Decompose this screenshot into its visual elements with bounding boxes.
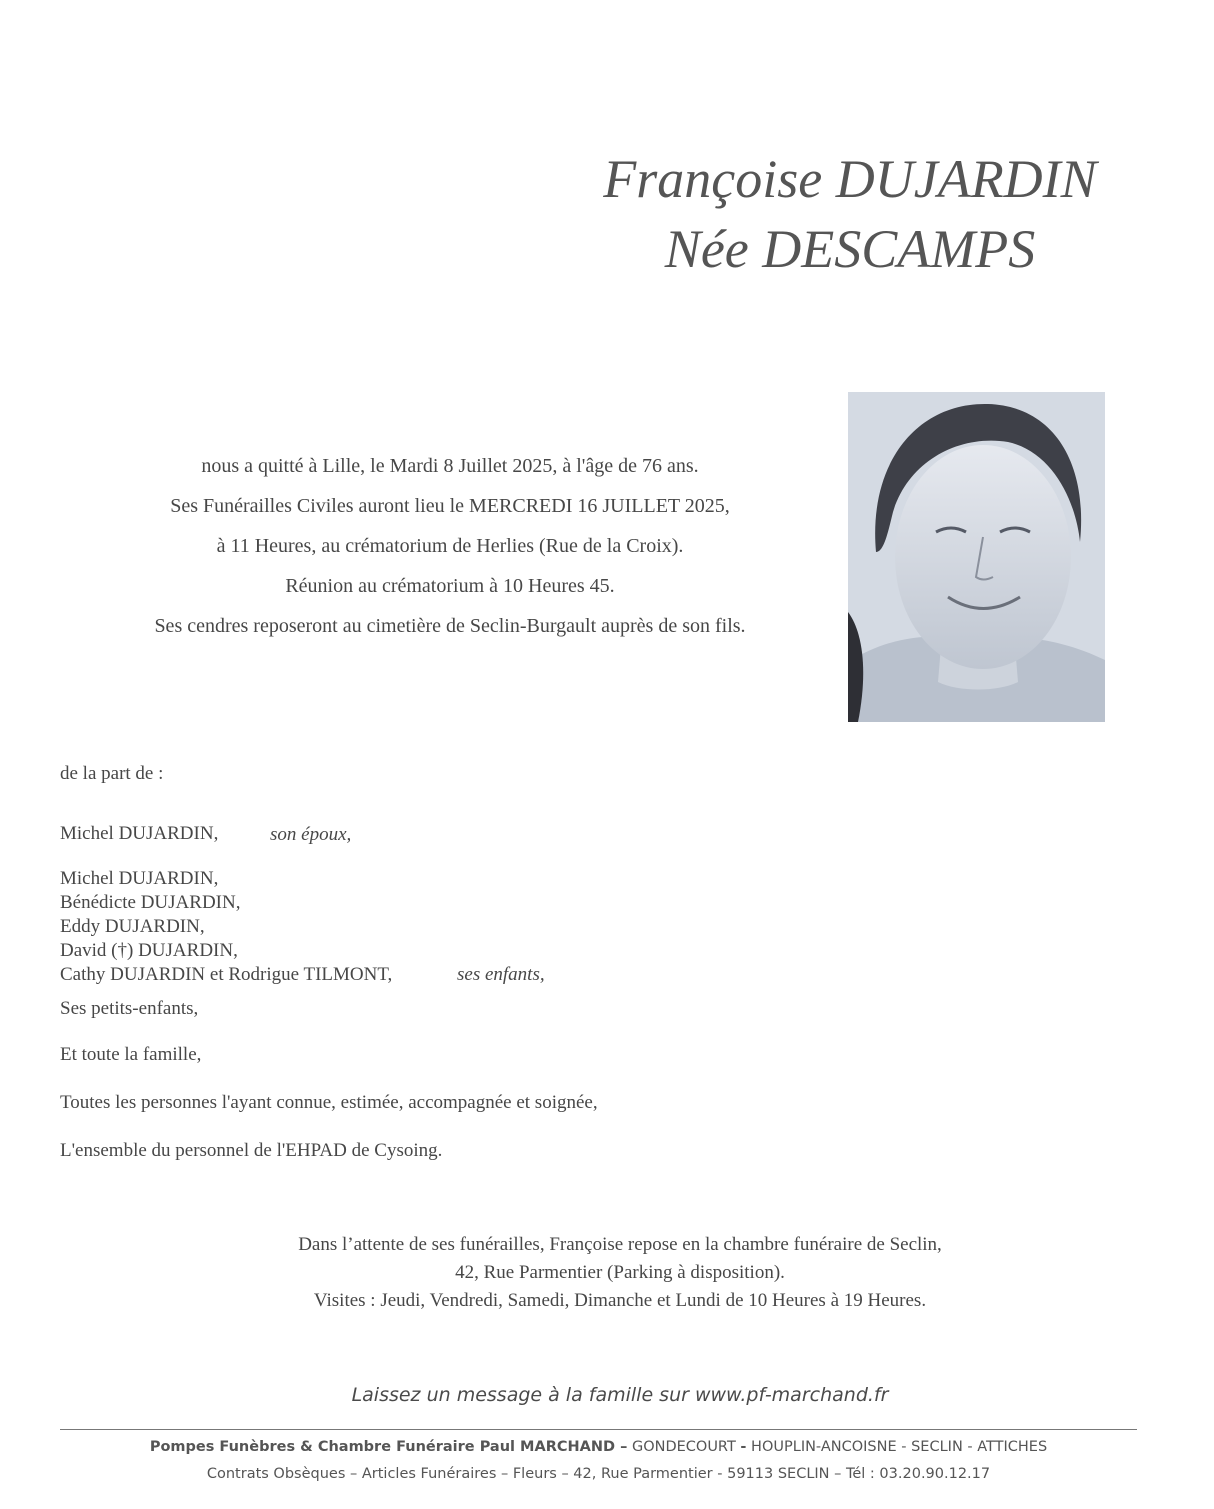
maiden-name: Née DESCAMPS bbox=[664, 219, 1036, 279]
footer-company-line bbox=[60, 1434, 1137, 1460]
portrait-photo bbox=[848, 392, 1105, 722]
locations-separator: - bbox=[740, 1439, 747, 1455]
acquaintances: Toutes les personnes l'ayant connue, estimée, accompagnée et soignée, bbox=[60, 1092, 598, 1113]
announcement-line: à 11 Heures, au crématorium de Herlies (Rue de la Croix). bbox=[216, 535, 684, 557]
condolence-message: Laissez un message à la famille sur www.pf-marchand.fr bbox=[351, 1384, 889, 1406]
footer-divider bbox=[60, 1429, 1137, 1430]
child-name: David (†) DUJARDIN, bbox=[60, 940, 238, 961]
announcement-line: Ses Funérailles Civiles auront lieu le MERCREDI 16 JUILLET 2025, bbox=[170, 495, 730, 517]
spouse-relation: son époux, bbox=[270, 824, 352, 845]
locations-part2: HOUPLIN-ANCOISNE - SECLIN - ATTICHES bbox=[746, 1439, 1048, 1455]
locations-part1: GONDECOURT bbox=[627, 1439, 741, 1455]
wake-line: Visites : Jeudi, Vendredi, Samedi, Dimanche et Lundi de 10 Heures à 19 Heures. bbox=[313, 1290, 927, 1311]
announcement-block bbox=[90, 446, 810, 646]
children-list bbox=[60, 867, 392, 987]
announcement-line: Réunion au crématorium à 10 Heures 45. bbox=[285, 575, 615, 597]
child-name: Bénédicte DUJARDIN, bbox=[60, 892, 241, 913]
wake-line: 42, Rue Parmentier (Parking à disposition). bbox=[455, 1262, 785, 1283]
grandchildren: Ses petits-enfants, bbox=[60, 998, 199, 1019]
portrait-illustration bbox=[848, 392, 1105, 722]
wake-line: Dans l’attente de ses funérailles, Françoise repose en la chambre funéraire de Seclin, bbox=[298, 1234, 942, 1255]
spouse-name: Michel DUJARDIN, bbox=[60, 823, 219, 844]
company-name: Pompes Funèbres & Chambre Funéraire Paul MARCHAND – bbox=[149, 1439, 628, 1455]
announcement-line: Ses cendres reposeront au cimetière de Seclin-Burgault auprès de son fils. bbox=[154, 615, 746, 637]
footer-services: Contrats Obsèques – Articles Funéraires – Fleurs – 42, Rue Parmentier - 59113 SECLIN – Tél : 03.20.90.12.17 bbox=[206, 1466, 991, 1482]
deceased-name: Françoise DUJARDIN bbox=[603, 149, 1097, 209]
child-name: Eddy DUJARDIN, bbox=[60, 916, 205, 937]
children-relation: ses enfants, bbox=[457, 964, 545, 985]
ehpad-staff: L'ensemble du personnel de l'EHPAD de Cysoing. bbox=[60, 1140, 443, 1161]
wake-info bbox=[200, 1231, 1040, 1315]
child-name: Cathy DUJARDIN et Rodrigue TILMONT, bbox=[60, 964, 393, 985]
extended-family: Et toute la famille, bbox=[60, 1044, 202, 1065]
family-intro: de la part de : bbox=[60, 763, 164, 784]
child-name: Michel DUJARDIN, bbox=[60, 868, 219, 889]
announcement-line: nous a quitté à Lille, le Mardi 8 Juillet 2025, à l'âge de 76 ans. bbox=[201, 455, 699, 477]
